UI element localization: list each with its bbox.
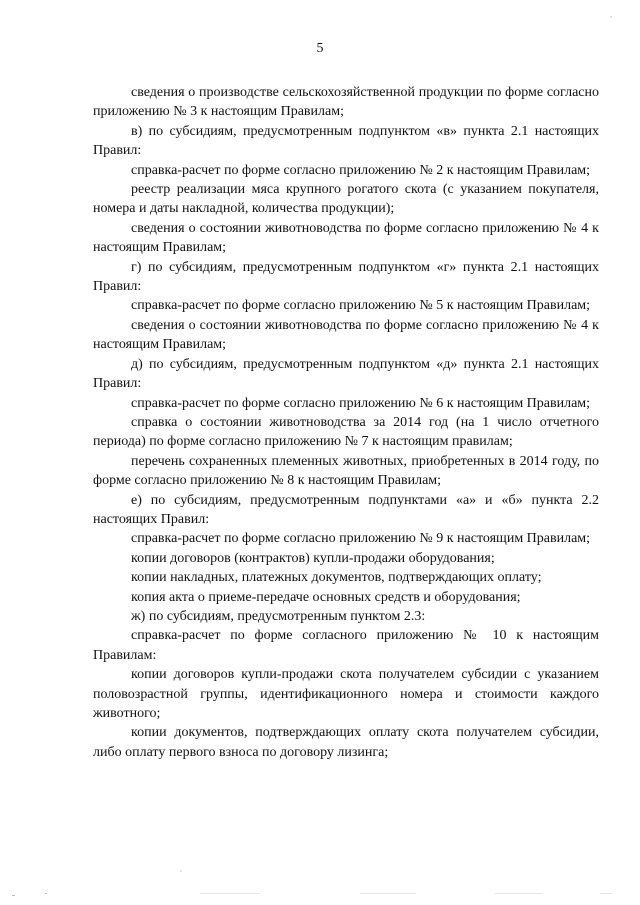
paragraph: копия акта о приеме-передаче основных средств и оборудования; (131, 589, 521, 605)
paragraph: копии договоров (контрактов) купли-продажи оборудования; (131, 550, 495, 566)
paragraph: сведения о состоянии животноводства по форме согласно приложению № 4 к настоящим Правилам; (93, 317, 599, 353)
paragraph: справка-расчет по форме согласного приложению № 10 к настоящим Правилам: (93, 628, 599, 663)
paragraph: д) по субсидиям, предусмотренным подпунктом «д» пункта 2.1 настоящих Правил: (93, 356, 599, 392)
paragraph: справка-расчет по форме согласно приложению № 6 к настоящим Правилам; (131, 395, 591, 411)
paragraph: г) по субсидиям, предусмотренным подпунктом «г» пункта 2.1 настоящих Правил: (93, 259, 599, 295)
paragraph: реестр реализации мяса крупного рогатого скота (с указанием покупателя, номера и даты накладной, количества продукции); (93, 182, 599, 217)
paragraph: копии договоров купли-продажи скота получателем субсидии с указанием половозрастной группы, идентификационного номера и стоимости каждого животного; (93, 667, 599, 721)
paragraph: справка-расчет по форме согласно приложению № 9 к настоящим Правилам; (131, 531, 591, 547)
paragraph: копии документов, подтверждающих оплату скота получателем субсидии, либо оплату первого взноса по договору лизинга; (93, 725, 599, 760)
paragraph: в) по субсидиям, предусмотренным подпунктом «в» пункта 2.1 настоящих Правил: (93, 123, 599, 159)
paragraph: е) по субсидиям, предусмотренным подпунктами «а» и «б» пункта 2.2 настоящих Правил: (93, 492, 599, 527)
paragraph: справка о состоянии животноводства за 2014 год (на 1 число отчетного периода) по форме согласно приложению № 7 к настоящим правилам; (93, 414, 599, 450)
paragraph: сведения о состоянии животноводства по форме согласно приложению № 4 к настоящим Правилам; (93, 220, 599, 256)
paragraph: справка-расчет по форме согласно приложению № 5 к настоящим Правилам; (131, 298, 591, 314)
paragraph: справка-расчет по форме согласно приложению № 2 к настоящим Правилам; (131, 162, 591, 178)
page-number: 5 (316, 41, 324, 56)
paragraph: сведения о производстве сельскохозяйственной продукции по форме согласно приложению № 3 к настоящим Правилам; (93, 85, 599, 120)
paragraph: перечень сохраненных племенных животных, приобретенных в 2014 году, по форме согласно приложению № 8 к настоящим Правилам; (93, 453, 599, 489)
paragraph: копии накладных, платежных документов, подтверждающих оплату; (131, 570, 542, 586)
paragraph: ж) по субсидиям, предусмотренным пунктом 2.3: (131, 608, 426, 624)
